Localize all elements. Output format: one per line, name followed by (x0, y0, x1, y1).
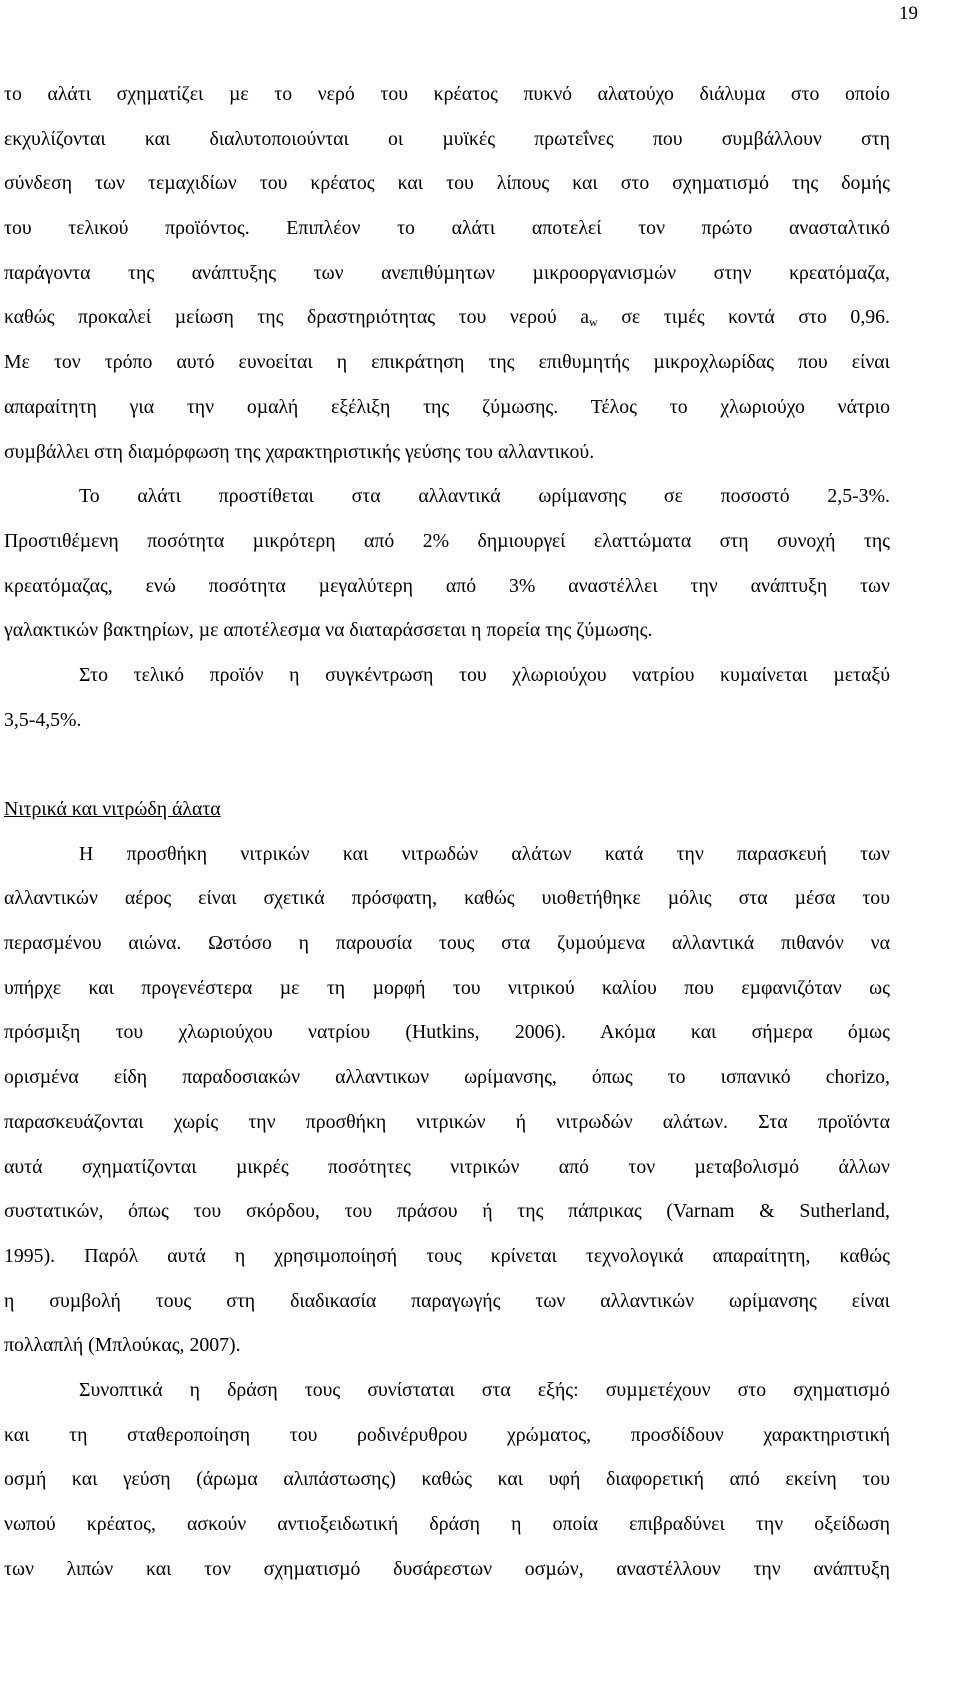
text-line: παράγοντα της ανάπτυξης των ανεπιθύµητων µικροοργανισµών στην κρεατόµαζα, (4, 261, 890, 284)
text-line: Η προσθήκη νιτρικών και νιτρωδών αλάτων κατά την παρασκευή των (79, 842, 890, 865)
text-segment: καθώς προκαλεί µείωση της δραστηριότητας του νερού a (4, 306, 589, 329)
text-line: του τελικού προϊόντος. Επιπλέον το αλάτι αποτελεί τον πρώτο ανασταλτικό (4, 217, 890, 240)
text-line: κρεατόµαζας, ενώ ποσότητα µεγαλύτερη από 3% αναστέλλει την ανάπτυξη των (4, 574, 890, 597)
text-line: πρόσµιξη του χλωριούχου νατρίου (Hutkins, 2006). Ακόµα και σήµερα όµως (4, 1021, 890, 1044)
text-line: Στο τελικό προϊόν η συγκέντρωση του χλωριούχου νατρίου κυµαίνεται µεταξύ (79, 663, 890, 686)
text-line: των λιπών και τον σχηµατισµό δυσάρεστων οσµών, αναστέλλουν την ανάπτυξη (4, 1557, 890, 1580)
text-line: υπήρχε και προγενέστερα µε τη µορφή του νιτρικού καλίου που εµφανιζόταν ως (4, 976, 890, 999)
section-heading: Νιτρικά και νιτρώδη άλατα (4, 798, 221, 820)
text-line: εκχυλίζονται και διαλυτοποιούνται οι µυϊκές πρωτεΐνες που συµβάλλουν στη (4, 127, 890, 150)
text-segment: σε τιµές κοντά στο 0,96. (597, 306, 890, 329)
text-line: πολλαπλή (Μπλούκας, 2007). (4, 1334, 241, 1357)
document-body (4, 72, 890, 1591)
text-line: Προστιθέµενη ποσότητα µικρότερη από 2% δηµιουργεί ελαττώµατα στη συνοχή της (4, 529, 890, 552)
text-line: οσµή και γεύση (άρωµα αλιπάστωσης) καθώς και υφή διαφορετική από εκείνη του (4, 1468, 890, 1491)
text-line: αλλαντικών αέρος είναι σχετικά πρόσφατη, καθώς υιοθετήθηκε µόλις στα µέσα του (4, 887, 890, 910)
blank-line (4, 742, 890, 787)
text-line: περασµένου αιώνα. Ωστόσο η παρουσία τους στα ζυµούµενα αλλαντικά πιθανόν να (4, 932, 890, 955)
subscript-w: w (588, 315, 598, 330)
text-line: παρασκευάζονται χωρίς την προσθήκη νιτρικών ή νιτρωδών αλάτων. Στα προϊόντα (4, 1110, 890, 1133)
text-line: 1995). Παρόλ αυτά η χρησιµοποίησή τους κρίνεται τεχνολογικά απαραίτητη, καθώς (4, 1244, 890, 1267)
text-line: γαλακτικών βακτηρίων, µε αποτέλεσµα να διαταράσσεται η πορεία της ζύµωσης. (4, 619, 653, 642)
text-line: η συµβολή τους στη διαδικασία παραγωγής των αλλαντικών ωρίµανσης είναι (4, 1289, 890, 1312)
text-line: Το αλάτι προστίθεται στα αλλαντικά ωρίµανσης σε ποσοστό 2,5-3%. (79, 485, 890, 508)
text-line (4, 295, 890, 340)
text-line: συστατικών, όπως του σκόρδου, του πράσου ή της πάπρικας (Varnam & Sutherland, (4, 1200, 890, 1223)
text-line: απαραίτητη για την οµαλή εξέλιξη της ζύµωσης. Τέλος το χλωριούχο νάτριο (4, 395, 890, 418)
text-line: νωπού κρέατος, ασκούν αντιοξειδωτική δράση η οποία επιβραδύνει την οξείδωση (4, 1513, 890, 1535)
text-line: 3,5-4,5%. (4, 708, 82, 731)
text-line: Με τον τρόπο αυτό ευνοείται η επικράτηση της επιθυµητής µικροχλωρίδας που είναι (4, 351, 890, 374)
text-line: συµβάλλει στη διαµόρφωση της χαρακτηριστικής γεύσης του αλλαντικού. (4, 440, 595, 463)
text-line: Συνοπτικά η δράση τους συνίσταται στα εξής: συµµετέχουν στο σχηµατισµό (79, 1378, 890, 1401)
text-line: ορισµένα είδη παραδοσιακών αλλαντικων ωρίµανσης, όπως το ισπανικό chorizo, (4, 1066, 890, 1089)
text-line: αυτά σχηµατίζονται µικρές ποσότητες νιτρικών από τον µεταβολισµό άλλων (4, 1155, 890, 1178)
page-number: 19 (899, 3, 918, 24)
text-line: σύνδεση των τεµαχιδίων του κρέατος και του λίπους και στο σχηµατισµό της δοµής (4, 172, 890, 195)
text-line: το αλάτι σχηµατίζει µε το νερό του κρέατος πυκνό αλατούχο διάλυµα στο οποίο (4, 83, 890, 105)
text-line: και τη σταθεροποίηση του ροδινέρυθρου χρώµατος, προσδίδουν χαρακτηριστική (4, 1423, 890, 1446)
